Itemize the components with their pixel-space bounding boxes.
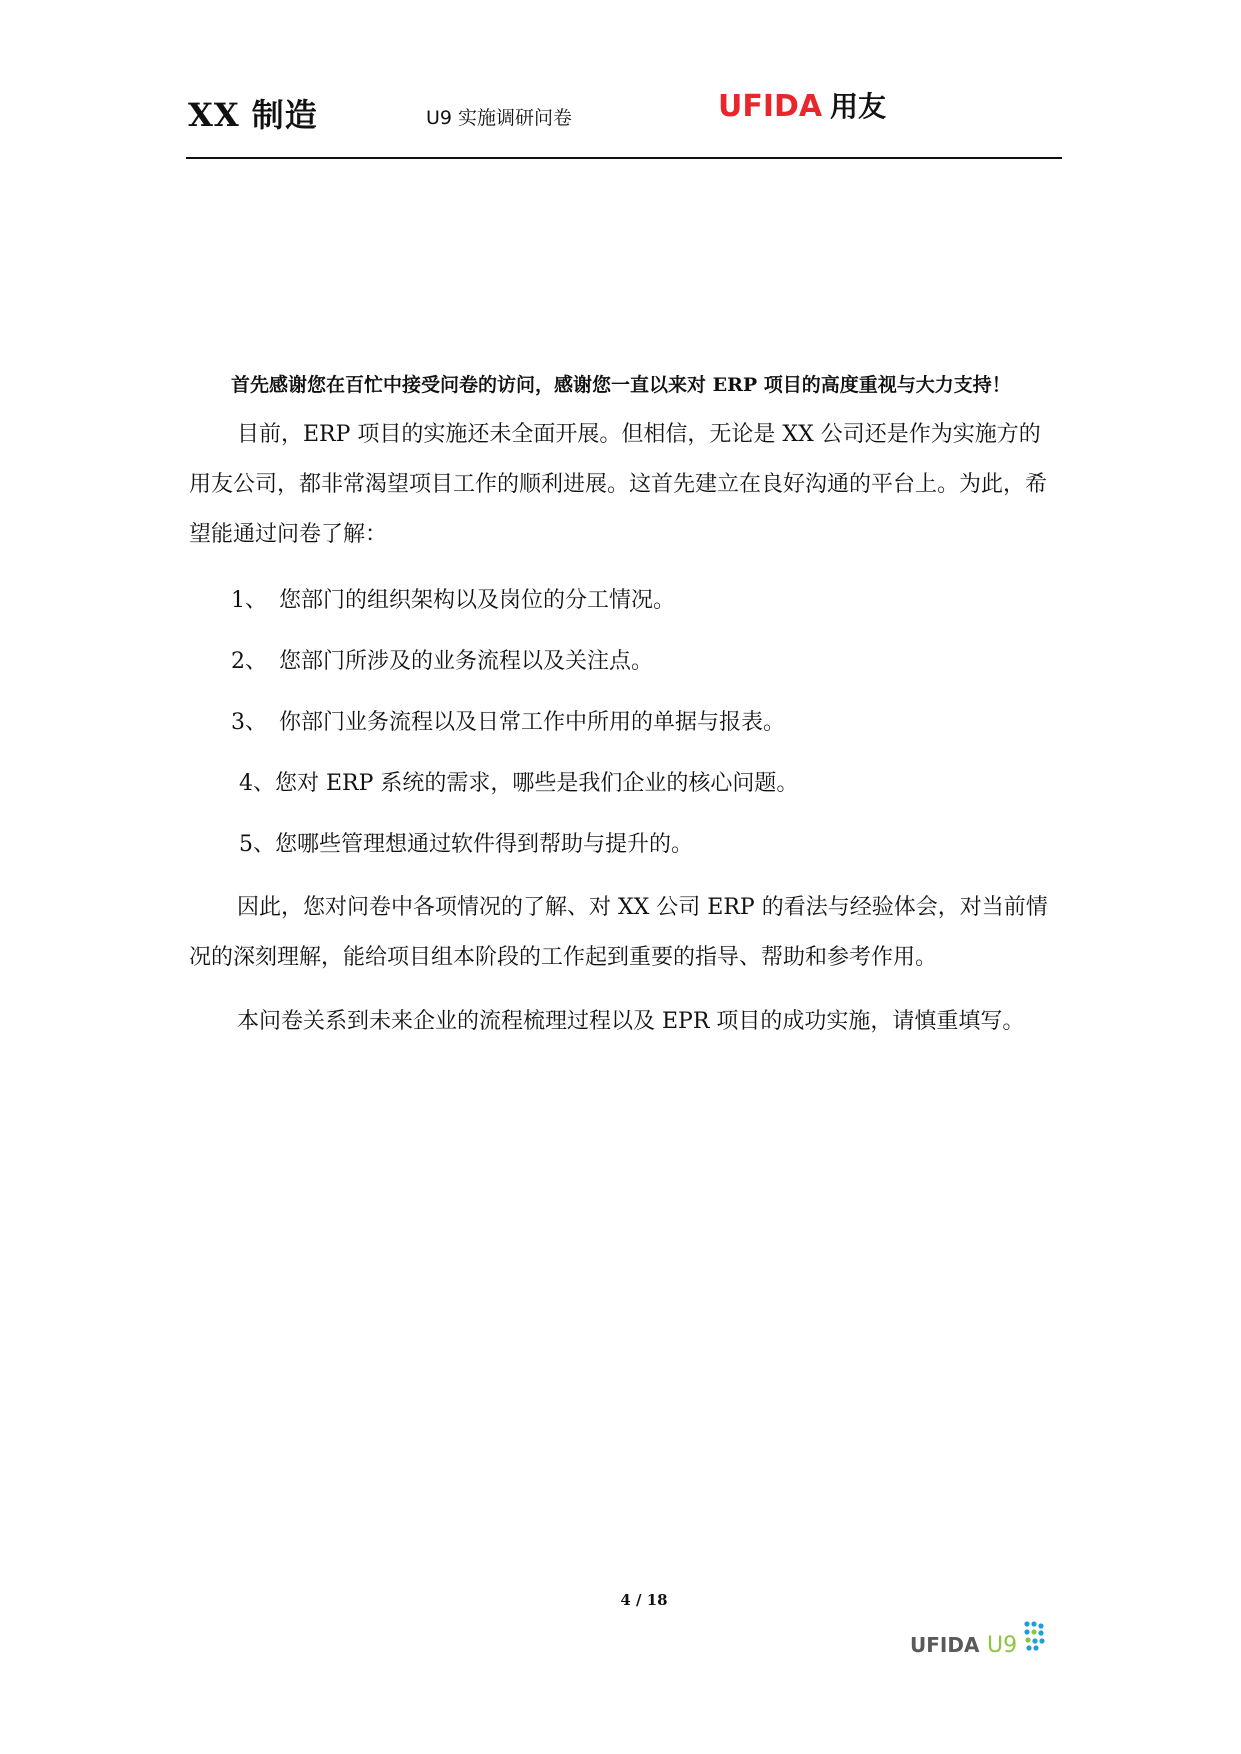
footer-logo-product: U9 [987, 1633, 1018, 1658]
list-item-text: 您部门所涉及的业务流程以及关注点。 [279, 649, 654, 674]
ufida-u9-logo [910, 1614, 1060, 1660]
header-divider [186, 157, 1062, 159]
list-item [189, 692, 1059, 753]
thank-you-lead: 首先感谢您在百忙中接受问卷的访问，感谢您一直以来对 ERP 项目的高度重视与大力支持！ [231, 374, 1011, 396]
list-item [189, 570, 1059, 631]
brand-latin-text: UFIDA [718, 89, 823, 124]
logo-dots-icon [1024, 1621, 1044, 1650]
list-item [189, 814, 1059, 875]
list-item [189, 753, 1059, 814]
list-item-text: 您对 ERP 系统的需求，哪些是我们企业的核心问题。 [275, 771, 799, 796]
survey-purpose-list [189, 570, 1059, 875]
closing-paragraph: 本问卷关系到未来企业的流程梳理过程以及 EPR 项目的成功实施，请慎重填写。 [237, 1009, 1025, 1034]
list-item-number: 3、 [231, 710, 267, 735]
footer-logo-latin: UFIDA [910, 1633, 980, 1657]
list-item-number: 5、 [239, 832, 275, 857]
conclusion-paragraph: 因此，您对问卷中各项情况的了解、对 XX 公司 ERP 的看法与经验体会，对当前情况的深刻理解，能给项目组本阶段的工作起到重要的指导、帮助和参考作用。 [189, 895, 1048, 970]
document-title: U9 实施调研问卷 [426, 107, 573, 129]
list-item-number: 2、 [231, 649, 267, 674]
list-item-text: 您部门的组织架构以及岗位的分工情况。 [279, 588, 676, 613]
intro-paragraph: 目前，ERP 项目的实施还未全面开展。但相信，无论是 XX 公司还是作为实施方的用友公司，都非常渴望项目工作的顺利进展。这首先建立在良好沟通的平台上。为此，希望能通过问卷了解： [189, 422, 1048, 547]
list-item-number: 4、 [239, 771, 275, 796]
company-name: XX 制造 [188, 96, 318, 134]
list-item-text: 您哪些管理想通过软件得到帮助与提升的。 [275, 832, 694, 857]
document-body [189, 368, 1059, 1047]
page-number: 4 / 18 [620, 1591, 668, 1609]
brand-cn-text: 用友 [830, 90, 887, 123]
page-header [0, 0, 1241, 160]
ufida-brand-logo [718, 86, 898, 126]
list-item [189, 631, 1059, 692]
list-item-text: 你部门业务流程以及日常工作中所用的单据与报表。 [279, 710, 786, 735]
list-item-number: 1、 [231, 588, 267, 613]
